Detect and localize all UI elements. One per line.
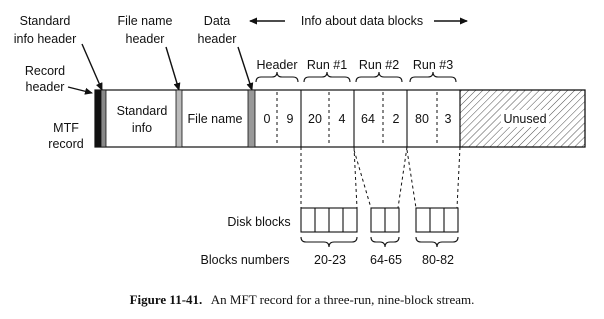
header-section-label: Header: [256, 58, 298, 72]
run1-start-value: 20: [308, 112, 322, 126]
file-name-text: File name: [187, 112, 243, 126]
run1-length-value: 4: [338, 112, 346, 126]
standard-info-header-label-line1: Standard: [19, 14, 71, 28]
data-header-segment: [248, 90, 255, 147]
run3-start-value: 80: [415, 112, 429, 126]
data-header-label-line2: header: [197, 32, 237, 46]
standard-info-header-segment: [101, 90, 106, 147]
mtf-record-label-line2: record: [48, 137, 84, 151]
mtf-record-label-line1: MTF: [53, 121, 79, 135]
disk-blocks-20-23: [301, 208, 357, 232]
run2-map-left: [354, 150, 371, 208]
run3-map-right: [457, 147, 460, 208]
block-range-64-65: 64-65: [370, 253, 402, 267]
blocks-64-65-brace: [371, 237, 399, 247]
disk-blocks-label: Disk blocks: [227, 215, 291, 229]
data-header-arrow: [238, 47, 252, 90]
run3-section-brace: [410, 72, 456, 82]
record-header-label-line1: Record: [24, 64, 66, 78]
file-name-header-label-line1: File name: [117, 14, 173, 28]
data-header-label-line1: Data: [203, 14, 231, 28]
header-value-1: 9: [286, 112, 294, 126]
run2-section-brace: [356, 72, 402, 82]
header-value-0: 0: [263, 112, 271, 126]
record-header-segment: [95, 90, 101, 147]
run2-length-value: 2: [392, 112, 400, 126]
disk-blocks-64-65: [371, 208, 399, 232]
blocks-80-82-brace: [416, 237, 458, 247]
run3-map-left: [407, 150, 416, 208]
record-header-label-line2: header: [25, 80, 65, 94]
unused-label: Unused: [503, 112, 547, 126]
file-name-header-segment: [176, 90, 182, 147]
standard-info-text-line1: Standard: [116, 104, 168, 118]
run2-map-right: [398, 147, 407, 208]
figure-caption: [130, 292, 475, 307]
run1-section-brace: [304, 72, 350, 82]
block-range-80-82: 80-82: [422, 253, 454, 267]
file-name-header-label-line2: header: [125, 32, 165, 46]
record-header-arrow: [68, 87, 92, 93]
header-section-brace: [256, 72, 298, 82]
figure-caption-text: An MFT record for a three-run, nine-block stream.: [210, 292, 475, 307]
run3-section-label: Run #3: [412, 58, 454, 72]
run3-length-value: 3: [444, 112, 452, 126]
block-range-20-23: 20-23: [314, 253, 346, 267]
blocks-20-23-brace: [301, 237, 357, 247]
standard-info-text-line2: info: [131, 121, 153, 135]
figure-caption-label: Figure 11-41.: [129, 292, 203, 307]
run1-section-label: Run #1: [306, 58, 348, 72]
run2-section-label: Run #2: [358, 58, 400, 72]
file-name-header-arrow: [166, 47, 179, 90]
run2-start-value: 64: [361, 112, 375, 126]
info-about-data-blocks-label: Info about data blocks: [300, 14, 424, 28]
standard-info-header-arrow: [82, 44, 102, 90]
blocks-numbers-label: Blocks numbers: [200, 253, 290, 267]
standard-info-header-label-line2: info header: [13, 32, 77, 46]
disk-blocks-80-82: [416, 208, 458, 232]
